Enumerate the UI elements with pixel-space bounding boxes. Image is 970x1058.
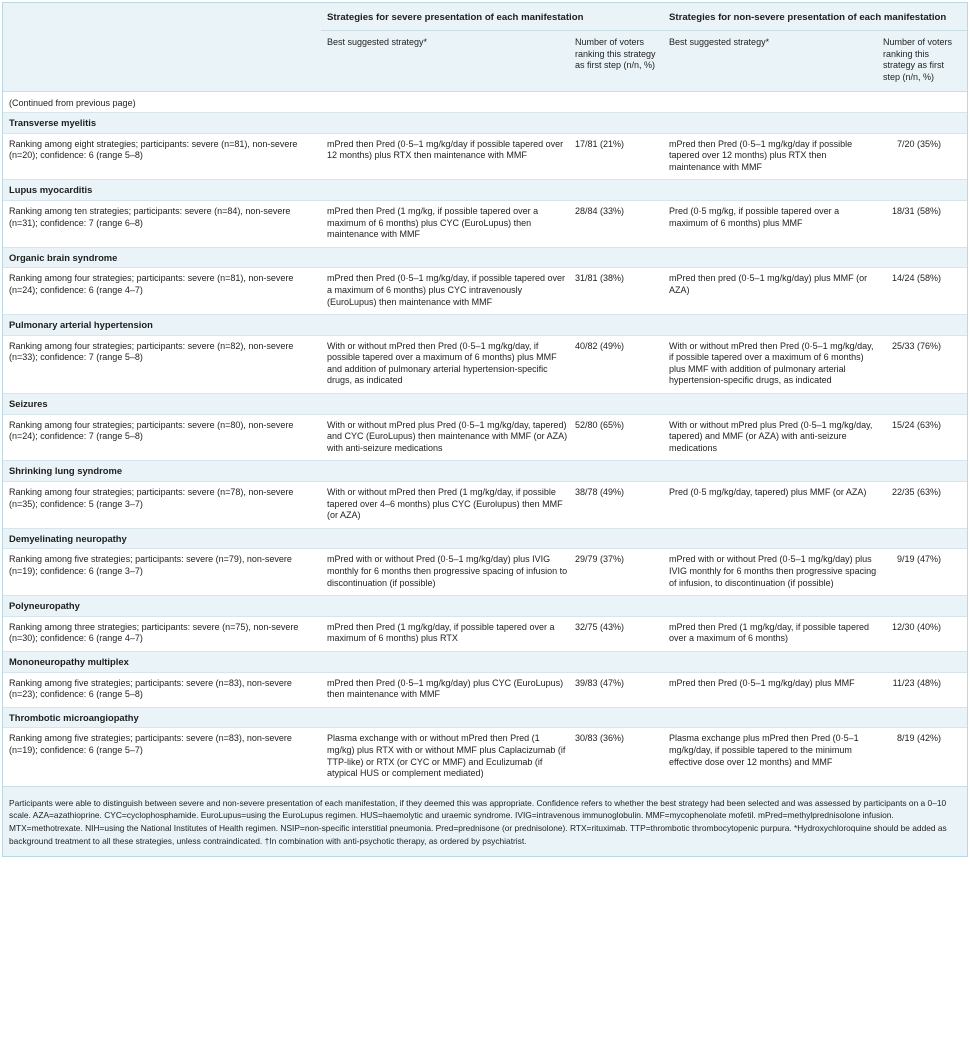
header-blank-2 (3, 31, 321, 92)
section-row (3, 394, 967, 415)
severe-strategy-cell: mPred then Pred (1 mg/kg, if possible tapered over a maximum of 6 months) plus CYC (EuroLupus) then maintenance with MMF (321, 200, 575, 247)
section-row (3, 528, 967, 549)
header-severe-voters: Number of voters ranking this strategy as first step (n/n, %) (575, 31, 663, 92)
nonsevere-strategy-cell: mPred then Pred (0·5–1 mg/kg/day if possible tapered over 12 months) plus RTX then maintenance with MMF (663, 133, 883, 180)
ranking-cell: Ranking among ten strategies; participants: severe (n=84), non-severe (n=31); confidence: 7 (range 6–8) (3, 200, 321, 247)
nonsevere-strategy-cell: Plasma exchange plus mPred then Pred (0·5–1 mg/kg/day, if possible tapered to the minimum effective dose over 12 months) and MMF (663, 728, 883, 786)
ranking-cell: Ranking among three strategies; participants: severe (n=75), non-severe (n=30); confidence: 6 (range 4–7) (3, 616, 321, 651)
severe-votes-cell: 30/83 (36%) (575, 728, 663, 786)
section-title: Shrinking lung syndrome (3, 461, 967, 482)
strategy-table (3, 3, 967, 786)
severe-votes-cell: 31/81 (38%) (575, 268, 663, 315)
nonsevere-votes-cell: 7/20 (35%) (883, 133, 967, 180)
header-severe-group: Strategies for severe presentation of each manifestation (321, 3, 663, 31)
table-row (3, 728, 967, 786)
table-row (3, 200, 967, 247)
nonsevere-votes-cell: 22/35 (63%) (883, 482, 967, 529)
severe-strategy-cell: mPred with or without Pred (0·5–1 mg/kg/day) plus IVIG monthly for 6 months then progressive spacing of infusion to discontinuation (if possible) (321, 549, 575, 596)
nonsevere-strategy-cell: Pred (0·5 mg/kg, if possible tapered over a maximum of 6 months) plus MMF (663, 200, 883, 247)
severe-strategy-cell: Plasma exchange with or without mPred then Pred (1 mg/kg) plus RTX with or without MMF plus Caplacizumab (if TTP-like) or RTX (or CYC or MMF) and Eculizumab (if atypical HUS or complement mediated) (321, 728, 575, 786)
nonsevere-votes-cell: 15/24 (63%) (883, 414, 967, 461)
nonsevere-votes-cell: 14/24 (58%) (883, 268, 967, 315)
table-row (3, 549, 967, 596)
severe-votes-cell: 28/84 (33%) (575, 200, 663, 247)
severe-votes-cell: 32/75 (43%) (575, 616, 663, 651)
section-title: Seizures (3, 394, 967, 415)
section-title: Pulmonary arterial hypertension (3, 315, 967, 336)
nonsevere-votes-cell: 9/19 (47%) (883, 549, 967, 596)
section-title: Transverse myelitis (3, 112, 967, 133)
section-title: Lupus myocarditis (3, 180, 967, 201)
header-nonsevere-group: Strategies for non-severe presentation of each manifestation (663, 3, 967, 31)
table-panel (2, 2, 968, 857)
severe-strategy-cell: mPred then Pred (1 mg/kg/day, if possible tapered over a maximum of 6 months) plus RTX (321, 616, 575, 651)
nonsevere-strategy-cell: mPred with or without Pred (0·5–1 mg/kg/day) plus IVIG monthly for 6 months then progressive spacing of infusion, to discontinuation (if possible) (663, 549, 883, 596)
severe-votes-cell: 38/78 (49%) (575, 482, 663, 529)
section-row (3, 651, 967, 672)
nonsevere-votes-cell: 25/33 (76%) (883, 335, 967, 393)
table-row (3, 133, 967, 180)
ranking-cell: Ranking among five strategies; participants: severe (n=83), non-severe (n=23); confidence: 6 (range 5–8) (3, 672, 321, 707)
nonsevere-strategy-cell: mPred then pred (0·5–1 mg/kg/day) plus MMF (or AZA) (663, 268, 883, 315)
nonsevere-strategy-cell: With or without mPred then Pred (0·5–1 mg/kg/day, if possible tapered over a maximum of 6 months) plus MMF with addition of pulmonary arterial hypertension-specific drugs, as indicated (663, 335, 883, 393)
nonsevere-votes-cell: 12/30 (40%) (883, 616, 967, 651)
table-row (3, 672, 967, 707)
severe-votes-cell: 52/80 (65%) (575, 414, 663, 461)
section-title: Polyneuropathy (3, 596, 967, 617)
section-row (3, 247, 967, 268)
section-title: Thrombotic microangiopathy (3, 707, 967, 728)
section-row (3, 707, 967, 728)
header-blank (3, 3, 321, 31)
severe-votes-cell: 39/83 (47%) (575, 672, 663, 707)
header-nonsevere-best: Best suggested strategy* (663, 31, 883, 92)
ranking-cell: Ranking among four strategies; participants: severe (n=78), non-severe (n=35); confidence: 5 (range 3–7) (3, 482, 321, 529)
severe-votes-cell: 17/81 (21%) (575, 133, 663, 180)
ranking-cell: Ranking among five strategies; participants: severe (n=79), non-severe (n=19); confidence: 6 (range 3–7) (3, 549, 321, 596)
table-row (3, 335, 967, 393)
ranking-cell: Ranking among five strategies; participants: severe (n=83), non-severe (n=19); confidence: 6 (range 5–7) (3, 728, 321, 786)
severe-strategy-cell: mPred then Pred (0·5–1 mg/kg/day if possible tapered over 12 months) plus RTX then maintenance with MMF (321, 133, 575, 180)
table-body (3, 92, 967, 786)
severe-votes-cell: 40/82 (49%) (575, 335, 663, 393)
nonsevere-strategy-cell: mPred then Pred (1 mg/kg/day, if possible tapered over a maximum of 6 months) (663, 616, 883, 651)
ranking-cell: Ranking among four strategies; participants: severe (n=80), non-severe (n=24); confidence: 7 (range 5–8) (3, 414, 321, 461)
ranking-cell: Ranking among four strategies; participants: severe (n=82), non-severe (n=33); confidence: 7 (range 5–8) (3, 335, 321, 393)
ranking-cell: Ranking among eight strategies; participants: severe (n=81), non-severe (n=20); confidence: 6 (range 5–8) (3, 133, 321, 180)
section-row (3, 315, 967, 336)
header-severe-best: Best suggested strategy* (321, 31, 575, 92)
nonsevere-votes-cell: 8/19 (42%) (883, 728, 967, 786)
table-row (3, 616, 967, 651)
severe-votes-cell: 29/79 (37%) (575, 549, 663, 596)
severe-strategy-cell: With or without mPred then Pred (1 mg/kg/day, if possible tapered over 4–6 months) plus CYC (Eurolupus) then MMF (or AZA) (321, 482, 575, 529)
section-title: Demyelinating neuropathy (3, 528, 967, 549)
severe-strategy-cell: mPred then Pred (0·5–1 mg/kg/day, if possible tapered over a maximum of 6 months) plus CYC intravenously (EuroLupus) then maintenance with MMF (321, 268, 575, 315)
header-nonsevere-voters: Number of voters ranking this strategy as first step (n/n, %) (883, 31, 967, 92)
table-row (3, 414, 967, 461)
nonsevere-strategy-cell: Pred (0·5 mg/kg/day, tapered) plus MMF (or AZA) (663, 482, 883, 529)
nonsevere-votes-cell: 11/23 (48%) (883, 672, 967, 707)
section-row (3, 180, 967, 201)
nonsevere-strategy-cell: With or without mPred plus Pred (0·5–1 mg/kg/day, tapered) and MMF (or AZA) with anti-seizure medications (663, 414, 883, 461)
section-row (3, 596, 967, 617)
severe-strategy-cell: mPred then Pred (0·5–1 mg/kg/day) plus CYC (EuroLupus) then maintenance with MMF (321, 672, 575, 707)
ranking-cell: Ranking among four strategies; participants: severe (n=81), non-severe (n=24); confidence: 6 (range 4–7) (3, 268, 321, 315)
table-row (3, 482, 967, 529)
section-row (3, 112, 967, 133)
continued-note: (Continued from previous page) (3, 92, 967, 113)
section-row (3, 461, 967, 482)
severe-strategy-cell: With or without mPred then Pred (0·5–1 mg/kg/day, if possible tapered over a maximum of 6 months) plus MMF and addition of pulmonary arterial hypertension-specific drugs, as indicated (321, 335, 575, 393)
severe-strategy-cell: With or without mPred plus Pred (0·5–1 mg/kg/day, tapered) and CYC (EuroLupus) then maintenance with MMF (or AZA) with anti-seizure medications (321, 414, 575, 461)
section-title: Organic brain syndrome (3, 247, 967, 268)
section-title: Mononeuropathy multiplex (3, 651, 967, 672)
nonsevere-strategy-cell: mPred then Pred (0·5–1 mg/kg/day) plus MMF (663, 672, 883, 707)
table-row (3, 268, 967, 315)
nonsevere-votes-cell: 18/31 (58%) (883, 200, 967, 247)
footnote: Participants were able to distinguish between severe and non-severe presentation of each manifestation, if they deemed this was appropriate. Confidence refers to whether the best strategy had been selected and was assessed by participants on a 0–10 scale. AZA=azathioprine. CYC=cyclophosphamide. EuroLupus=using the EuroLupus regimen. HUS=haemolytic and uraemic syndrome. IVIG=intravenous immunoglobulin. MMF=mycophenolate mofetil. mPred=methylprednisolone infusion. MTX=methotrexate. NIH=using the National Institutes of Health regimen. NSIP=non-specific interstitial pneumonia. Pred=prednisone (or prednisolone). RTX=rituximab. TTP=thrombotic thrombocytopenic purpura. *Hydroxychloroquine should be added as background treatment to all these strategies, unless contraindicated. †In combination with anti-psychotic therapy, as ordered by psychiatrist. (3, 786, 967, 856)
